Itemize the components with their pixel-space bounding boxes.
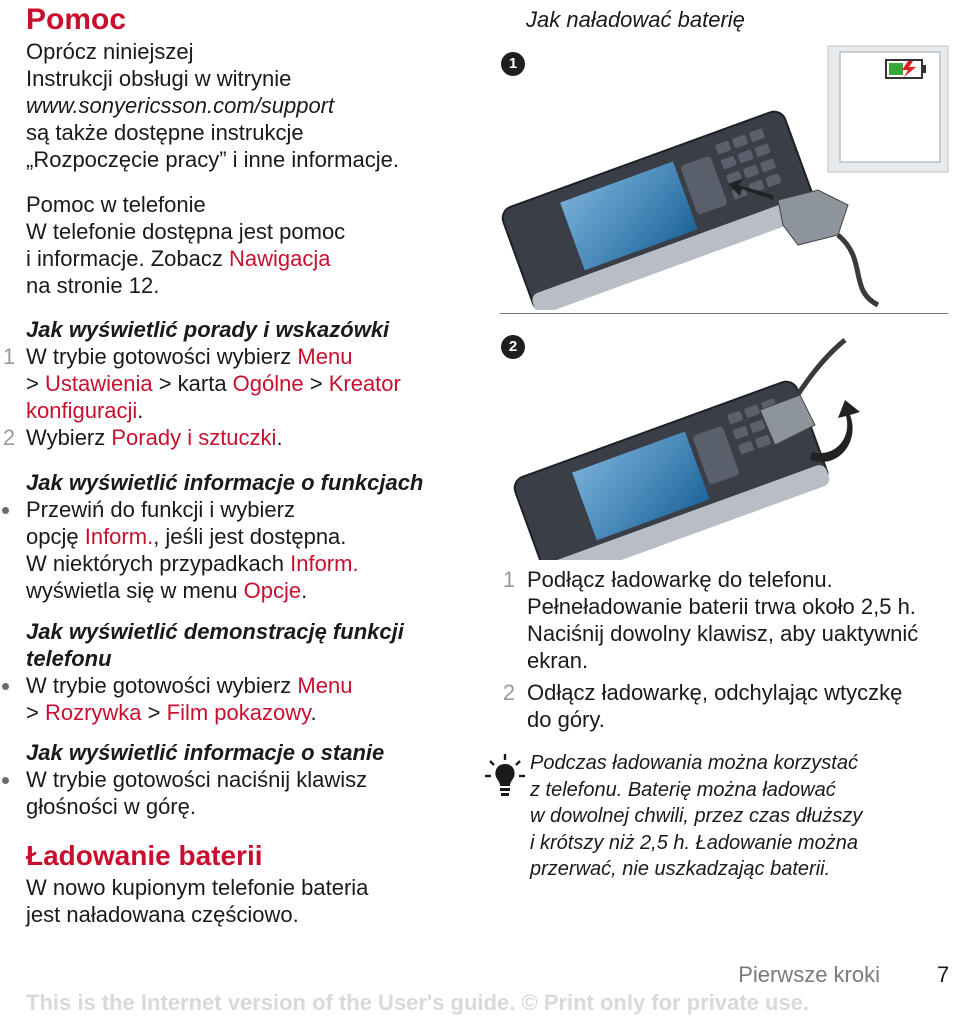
step-text: do góry. bbox=[527, 707, 605, 732]
bullet-text: wyświetla się w menu bbox=[26, 578, 244, 603]
tip-line: i krótszy niż 2,5 h. Ładowanie można bbox=[530, 831, 858, 854]
step-text: W trybie gotowości wybierz bbox=[26, 344, 298, 369]
step-text: Pełneładowanie baterii trwa około 2,5 h. bbox=[527, 594, 916, 619]
bullet-icon bbox=[2, 777, 9, 784]
tip-line: z telefonu. Baterię można ładować bbox=[530, 778, 836, 801]
bullet-text: . bbox=[301, 578, 308, 603]
tips-section bbox=[2, 316, 466, 451]
bullet-text: Przewiń do funkcji i wybierz bbox=[26, 497, 295, 522]
status-section bbox=[26, 739, 466, 820]
bullet-text: W niektórych przypadkach bbox=[26, 551, 291, 576]
tips-and-tricks-link[interactable]: Porady i sztuczki bbox=[111, 425, 277, 450]
phone-help-text: i informacje. Zobacz bbox=[26, 246, 229, 271]
inform-link[interactable]: Inform. bbox=[84, 524, 154, 549]
bullet-text: > bbox=[26, 700, 45, 725]
tip-line: w dowolnej chwili, przez czas dłuższy bbox=[530, 805, 863, 827]
help-url[interactable]: www.sonyericsson.com/support bbox=[26, 93, 335, 118]
phone-help-section bbox=[26, 191, 466, 299]
charging-line-2: jest naładowana częściowo. bbox=[26, 902, 299, 927]
phone-unplug-illustration bbox=[500, 320, 950, 560]
step-number: 1 bbox=[502, 567, 516, 592]
right-instructions bbox=[500, 566, 956, 733]
status-heading: Jak wyświetlić informacje o stanie bbox=[26, 740, 385, 765]
bullet-text: opcję bbox=[26, 524, 85, 549]
figure-title: Jak naładować baterię bbox=[526, 7, 745, 32]
bullet-icon bbox=[2, 507, 9, 514]
step-badge-2: 2 bbox=[501, 335, 525, 359]
step-text: . bbox=[276, 425, 283, 450]
help-section bbox=[26, 2, 399, 173]
help-intro-line-1: Oprócz niniejszej bbox=[26, 39, 194, 64]
tips-heading: Jak wyświetlić porady i wskazówki bbox=[26, 317, 390, 342]
help-title: Pomoc bbox=[26, 3, 127, 36]
status-bullet bbox=[26, 766, 466, 820]
charge-step-2 bbox=[502, 679, 956, 733]
step-text: > bbox=[303, 371, 329, 396]
demo-heading-line-1: Jak wyświetlić demonstrację funkcji bbox=[26, 619, 404, 644]
tips-step-2 bbox=[2, 424, 466, 451]
function-info-heading: Jak wyświetlić informacje o funkcjach bbox=[26, 470, 424, 495]
help-intro-line-4: są także dostępne instrukcje bbox=[26, 120, 304, 145]
charging-line-1: W nowo kupionym telefonie bateria bbox=[26, 875, 369, 900]
phone-help-title: Pomoc w telefonie bbox=[26, 192, 206, 217]
tips-step-1 bbox=[2, 343, 466, 424]
step-number: 2 bbox=[502, 680, 516, 705]
lightbulb-icon bbox=[484, 752, 526, 798]
demo-film-link[interactable]: Film pokazowy bbox=[166, 700, 311, 725]
phone-help-line-3: na stronie 12. bbox=[26, 273, 160, 298]
step-number: 2 bbox=[2, 425, 16, 450]
page-number: 7 bbox=[937, 962, 950, 987]
function-info-bullet bbox=[26, 496, 466, 604]
step-number: 1 bbox=[2, 344, 16, 369]
menu-link[interactable]: Menu bbox=[297, 673, 353, 698]
navigation-link[interactable]: Nawigacja bbox=[228, 246, 331, 271]
demo-heading-line-2: telefonu bbox=[26, 646, 112, 671]
tip-line: Podczas ładowania można korzystać bbox=[530, 752, 858, 774]
bullet-icon bbox=[2, 683, 9, 690]
figure-separator bbox=[500, 313, 948, 314]
footer-section-name: Pierwsze kroki bbox=[738, 962, 880, 987]
inform-link[interactable]: Inform. bbox=[290, 551, 359, 576]
tip-text bbox=[530, 750, 930, 883]
phone-help-line-1: W telefonie dostępna jest pomoc bbox=[26, 219, 346, 244]
step-badge-1: 1 bbox=[501, 52, 525, 76]
phone-charging-illustration bbox=[488, 40, 950, 310]
bullet-text: > bbox=[141, 700, 167, 725]
phone-body bbox=[499, 108, 819, 310]
settings-link[interactable]: Ustawienia bbox=[44, 371, 153, 396]
step-text: . bbox=[137, 398, 144, 423]
general-tab-link[interactable]: Ogólne bbox=[232, 371, 304, 396]
function-info-section bbox=[26, 469, 466, 604]
wizard-link[interactable]: Kreator bbox=[328, 371, 401, 396]
bullet-text: . bbox=[310, 700, 317, 725]
charge-step-1 bbox=[502, 566, 956, 674]
phone-help-line-2 bbox=[26, 245, 466, 272]
demo-bullet bbox=[26, 672, 466, 726]
tip-line: przerwać, nie uszkadzając baterii. bbox=[530, 858, 831, 880]
charging-title: Ładowanie baterii bbox=[26, 840, 263, 871]
bullet-text: , jeśli jest dostępna. bbox=[153, 524, 347, 549]
step-text: > bbox=[26, 371, 45, 396]
menu-link[interactable]: Menu bbox=[297, 344, 353, 369]
help-intro-line-2: Instrukcji obsługi w witrynie bbox=[26, 66, 292, 91]
watermark: This is the Internet version of the User's guide. © Print only for private use. bbox=[26, 990, 810, 1015]
step-text: Podłącz ładowarkę do telefonu. bbox=[527, 567, 833, 592]
help-intro-line-5: „Rozpoczęcie pracy” i inne informacje. bbox=[26, 147, 399, 172]
charger-plug bbox=[778, 190, 878, 305]
wizard-link-continued[interactable]: konfiguracji bbox=[26, 398, 138, 423]
step-text: > karta bbox=[152, 371, 233, 396]
bullet-text: W trybie gotowości naciśnij klawisz bbox=[26, 767, 368, 792]
options-link[interactable]: Opcje bbox=[243, 578, 302, 603]
battery-charging-icon bbox=[886, 60, 926, 78]
step-text: ekran. bbox=[527, 648, 589, 673]
step-text: Wybierz bbox=[26, 425, 112, 450]
demo-section bbox=[26, 618, 466, 726]
entertainment-link[interactable]: Rozrywka bbox=[44, 700, 142, 725]
step-text: Naciśnij dowolny klawisz, aby uaktywnić bbox=[527, 621, 919, 646]
bullet-text: głośności w górę. bbox=[26, 794, 196, 819]
charging-section bbox=[26, 838, 466, 928]
step-text: Odłącz ładowarkę, odchylając wtyczkę bbox=[527, 680, 903, 705]
bullet-text: W trybie gotowości wybierz bbox=[26, 673, 298, 698]
